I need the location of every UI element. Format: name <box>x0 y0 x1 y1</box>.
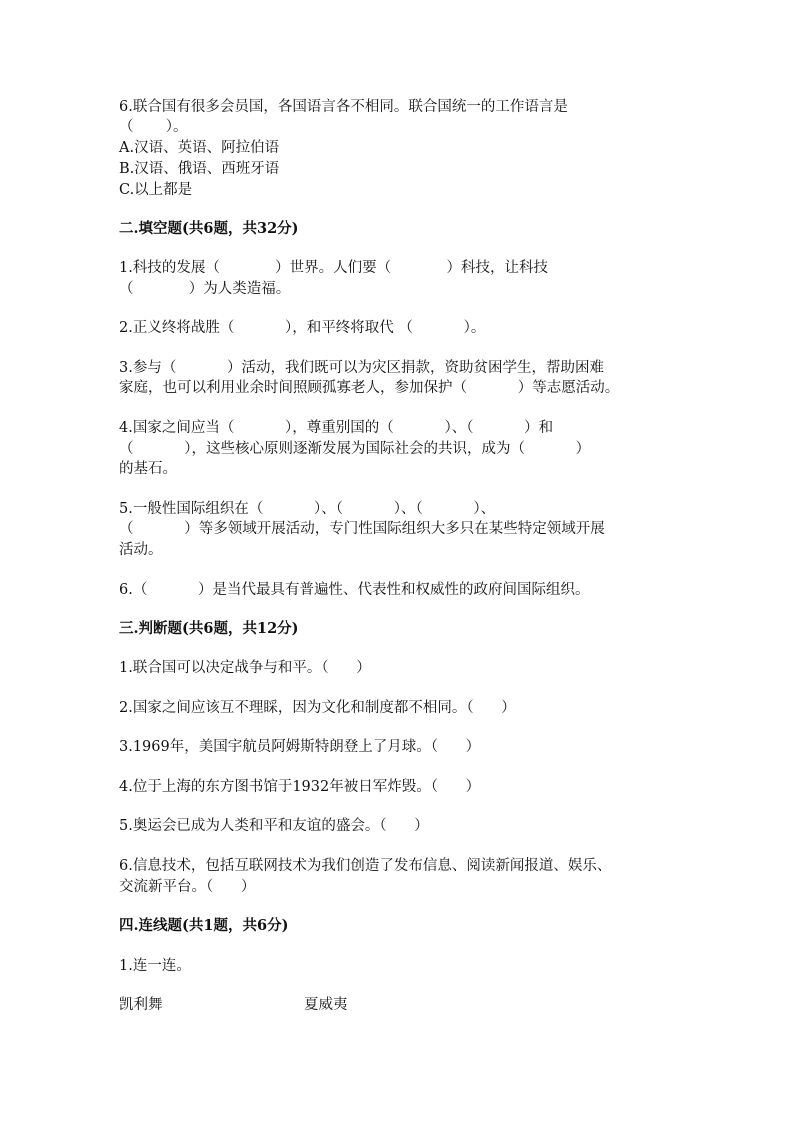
line-q6: 6.联合国有很多会员国，各国语言各不相同。联合国统一的工作语言是 <box>119 99 568 115</box>
judge-5: 5.奥运会已成为人类和平和友谊的盛会。（ ） <box>119 818 429 834</box>
match-left-item: 凯利舞 <box>119 997 163 1013</box>
judge-1: 1.联合国可以决定战争与和平。（ ） <box>119 660 371 676</box>
match-right-item: 夏威夷 <box>304 997 348 1013</box>
judge-6-line-1: 6.信息技术，包括互联网技术为我们创造了发布信息、阅读新闻报道、娱乐、 <box>119 858 612 874</box>
fill-3-line-2: 家庭，也可以利用业余时间照顾孤寡老人，参加保护（ ）等志愿活动。 <box>119 380 620 396</box>
option-c: C.以上都是 <box>119 182 193 198</box>
fill-5-line-1: 5.一般性国际组织在（ ）、（ ）、（ ）、 <box>119 501 496 517</box>
line-q6-blank: （ ）。 <box>119 119 188 135</box>
match-1: 1.连一连。 <box>119 958 191 974</box>
fill-4-line-2: （ ），这些核心原则逐渐发展为国际社会的共识，成为（ ） <box>119 441 591 457</box>
section-4-title: 四.连线题(共1题，共6分) <box>119 917 289 934</box>
fill-3-line-1: 3.参与（ ）活动，我们既可以为灾区捐款，资助贫困学生，帮助困难 <box>119 360 605 376</box>
section-2-title: 二.填空题(共6题，共32分) <box>119 220 299 237</box>
section-3-title: 三.判断题(共6题，共12分) <box>119 620 299 637</box>
option-b: B.汉语、俄语、西班牙语 <box>119 161 280 177</box>
judge-4: 4.位于上海的东方图书馆于1932年被日军炸毁。（ ） <box>119 779 481 795</box>
fill-1-line-2: （ ）为人类造福。 <box>119 281 291 297</box>
fill-6: 6.（ ）是当代最具有普遍性、代表性和权威性的政府间国际组织。 <box>119 582 590 598</box>
fill-5-line-3: 活动。 <box>119 542 163 558</box>
fill-4-line-1: 4.国家之间应当（ ），尊重别国的（ ）、（ ）和 <box>119 420 554 436</box>
judge-2: 2.国家之间应该互不理睬，因为文化和制度都不相同。（ ） <box>119 700 516 716</box>
fill-1-line-1: 1.科技的发展（ ）世界。人们要（ ）科技，让科技 <box>119 260 548 276</box>
option-a: A.汉语、英语、阿拉伯语 <box>119 140 280 156</box>
fill-4-line-3: 的基石。 <box>119 461 177 477</box>
fill-2: 2.正义终将战胜（ ），和平终将取代 （ ）。 <box>119 320 486 336</box>
fill-5-line-2: （ ）等多领域开展活动，专门性国际组织大多只在某些特定领域开展 <box>119 521 605 537</box>
judge-6-line-2: 交流新平台。（ ） <box>119 879 256 895</box>
judge-3: 3.1969年，美国宇航员阿姆斯特朗登上了月球。（ ） <box>119 739 481 755</box>
